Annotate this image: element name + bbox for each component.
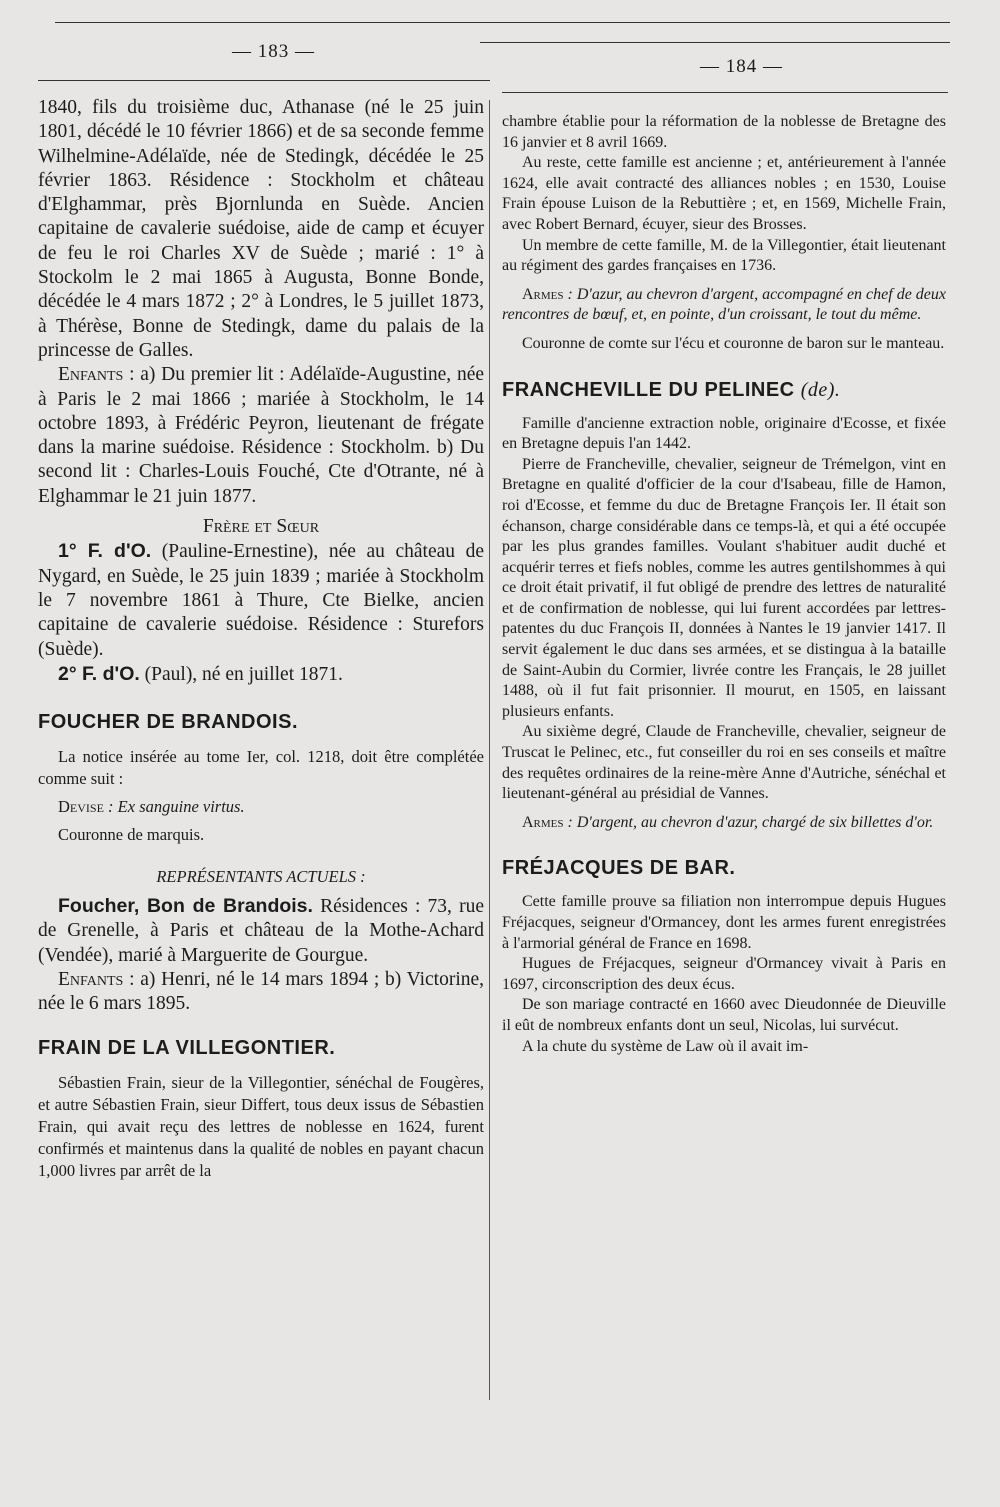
right-paragraph-frejacques: Cette famille prouve sa filiation non interrompue depuis Hugues Fréjacques, seigneur d'Ormancey, dont les armes furent enregistrées à l'armorial général de France en 1698. [502, 893, 946, 952]
enfants-text-2: : a) Henri, né le 14 mars 1894 ; b) Victorine, née le 6 mars 1895. [38, 969, 485, 1015]
right-column [502, 112, 946, 1057]
right-paragraph-hugues: Hugues de Fréjacques, seigneur d'Ormancey vivait à Paris en 1697, circonscription des deux écus. [502, 955, 946, 993]
francheville-title: FRANCHEVILLE DU PELINEC [502, 378, 795, 401]
paul-name: 2° F. d'O. [58, 662, 140, 685]
foucher-name: Foucher, Bon de Brandois. [58, 895, 313, 918]
enfants-label-2: Enfants [58, 969, 124, 991]
francheville-particle: (de). [800, 378, 841, 401]
left-paragraph-notice: La notice insérée au tome Ier, col. 1218, doit être complétée comme suit : [38, 747, 484, 789]
right-paragraph-claude: Au sixième degré, Claude de Francheville, chevalier, seigneur de Truscat le Pelinec, etc., fut conseiller du roi en ses conseils et maître des requêtes ordinaires de la reine-mère Anne d'Autriche, sénéchal et lieutenant-général au présidial de Vannes. [502, 723, 946, 803]
armes-text-2: : D'argent, au chevron d'azur, chargé de six billettes d'or. [567, 813, 934, 831]
armes-label-2: Armes [522, 813, 564, 831]
enfants-text: : a) Du premier lit : Adélaïde-Augustine, née à Paris le 2 mai 1866 ; mariée à Stockholm, le 14 octobre 1893, à Frédéric Peyron, lieutenant de frégate dans la marine suédoise. Résidence : Stockholm. b) Du second lit : Charles-Louis Fouché, Cte d'Otrante, né à Elghammar le 21 juin 1877. [38, 364, 484, 507]
right-paragraph-3: Un membre de cette famille, M. de la Villegontier, était lieutenant au régiment des gardes françaises en 1736. [502, 236, 946, 275]
right-paragraph-law: A la chute du système de Law où il avait im- [522, 1037, 809, 1055]
heading-foucher-de-brandois: FOUCHER DE BRANDOIS. [38, 711, 299, 734]
header-rule-left [38, 80, 490, 81]
top-rule-right [480, 42, 950, 43]
left-paragraph-foucher [38, 894, 484, 968]
foucher-text: Résidences : 73, rue de Grenelle, à Paris et château de la Mothe-Achard (Vendée), marié à Marguerite de Gourgue. [38, 896, 484, 966]
armes-text-1: : D'azur, au chevron d'argent, accompagné en chef de deux rencontres de bœuf, et, en pointe, d'un croissant, le tout du même. [502, 285, 947, 324]
left-paragraph-couronne: Couronne de marquis. [58, 825, 205, 845]
enfants-label: Enfants [58, 364, 124, 386]
right-paragraph-couronne: Couronne de comte sur l'écu et couronne de baron sur le manteau. [522, 334, 945, 352]
left-paragraph-paul [38, 662, 484, 687]
left-paragraph-1: 1840, fils du troisième duc, Athanase (né le 25 juin 1801, décédé le 10 février 1866) et de sa seconde femme Wilhelmine-Adélaïde, née de Stedingk, décédée le 25 février 1863. Résidence : Stockholm et château d'Elghammar, près Bjornlunda en Suède. Ancien capitaine de cavalerie suédoise, aide de camp et écuyer de feu le roi Charles XV de Suède ; marié : 1° à Stockolm le 2 mai 1865 à Augusta, Bonne Bonde, décédée le 4 mars 1872 ; 2° à Londres, le 5 juillet 1873, à Thérèse, Bonne de Stedingk, dame du palais de la princesse de Galles. [38, 97, 484, 361]
right-paragraph-armes-1 [502, 285, 946, 326]
right-paragraph-armes-2 [502, 813, 946, 834]
pauline-text: (Pauline-Ernestine), née au château de Nygard, en Suède, le 25 juin 1839 ; mariée à Stockholm le 7 novembre 1861 à Thure, Cte Bielke, ancien capitaine de cavalerie suédoise. Résidence : Sturefors (Suède). [38, 541, 485, 660]
devise-text: : Ex sanguine virtus. [108, 797, 245, 817]
armes-label-1: Armes [522, 285, 564, 303]
left-page-number: — 183 — [232, 41, 315, 62]
right-paragraph-mariage: De son mariage contracté en 1660 avec Dieudonnée de Dieuville il eût de nombreux enfants dont un seul, Nicolas, lui survécut. [502, 996, 946, 1034]
heading-frejacques-de-bar: FRÉJACQUES DE BAR. [502, 857, 736, 880]
right-paragraph-1: chambre établie pour la réformation de la noblesse de Bretagne des 16 janvier et 8 avril 1669. [502, 113, 946, 151]
left-column [38, 96, 484, 1182]
left-paragraph-pauline [38, 539, 484, 661]
column-divider [489, 100, 490, 1400]
left-paragraph-enfants [38, 363, 484, 509]
subheading-frere-soeur: Frère et Sœur [202, 516, 320, 538]
left-paragraph-enfants-2 [38, 968, 484, 1017]
right-paragraph-pierre: Pierre de Francheville, chevalier, seigneur de Trémelgon, vint en Bretagne en qualité d'officier de la cour d'Isabeau, fille de Hamon, roi d'Ecosse, et femme du duc de Bretagne François Ier. Il était son échanson, charge considérable dans ce temps-là, et qui a été occupée par les plus grandes familles. Voulant s'habituer audit duché et acquérir terres et fiefs nobles, comme les autres gentilshommes à qui ce droit était privatif, il fut obligé de prendre des lettres de naturalité et de confirmation de noblesse, qui lui furent accordées par lettres-patentes du duc François II, données à Nantes le 19 janvier 1417. Il servit également le duc dans ses armées, et se distingua à la bataille de Saint-Aubin du Cormier, livrée contre les Français, le 28 juillet 1488, où il fut fait prisonnier. Il mourut, en 1505, en laissant plusieurs enfants. [502, 455, 946, 720]
right-paragraph-2: Au reste, cette famille est ancienne ; et, antérieurement à l'année 1624, elle avait contracté des alliances nobles ; en 1530, Louise Frain épouse Luison de la Rebuttière ; et, en 1569, Michelle Frain, avec Robert Bernard, écuyer, sieur des Brosses. [502, 154, 946, 233]
subheading-representants: REPRÉSENTANTS ACTUELS : [156, 867, 366, 887]
header-rule-right [502, 92, 948, 93]
pauline-name: 1° F. d'O. [58, 540, 152, 563]
heading-francheville-du-pelinec [502, 379, 946, 402]
top-rule-left [55, 22, 950, 23]
paul-text: (Paul), né en juillet 1871. [144, 663, 343, 685]
left-paragraph-devise [38, 796, 484, 818]
heading-frain-de-la-villegontier: FRAIN DE LA VILLEGONTIER. [38, 1036, 336, 1059]
left-paragraph-frain: Sébastien Frain, sieur de la Villegontier, sénéchal de Fougères, et autre Sébastien Frain, sieur Differt, tous deux issus de Sébastien Frain, qui avait reçu des lettres de noblesse en 1624, furent confirmés et maintenus dans la qualité de nobles en payant chacun 1,000 livres par arrêt de la [38, 1072, 484, 1180]
devise-label: Devise [58, 797, 104, 817]
right-page-number: — 184 — [700, 56, 783, 77]
right-paragraph-famille: Famille d'ancienne extraction noble, originaire d'Ecosse, et fixée en Bretagne depuis l'an 1442. [502, 414, 946, 453]
